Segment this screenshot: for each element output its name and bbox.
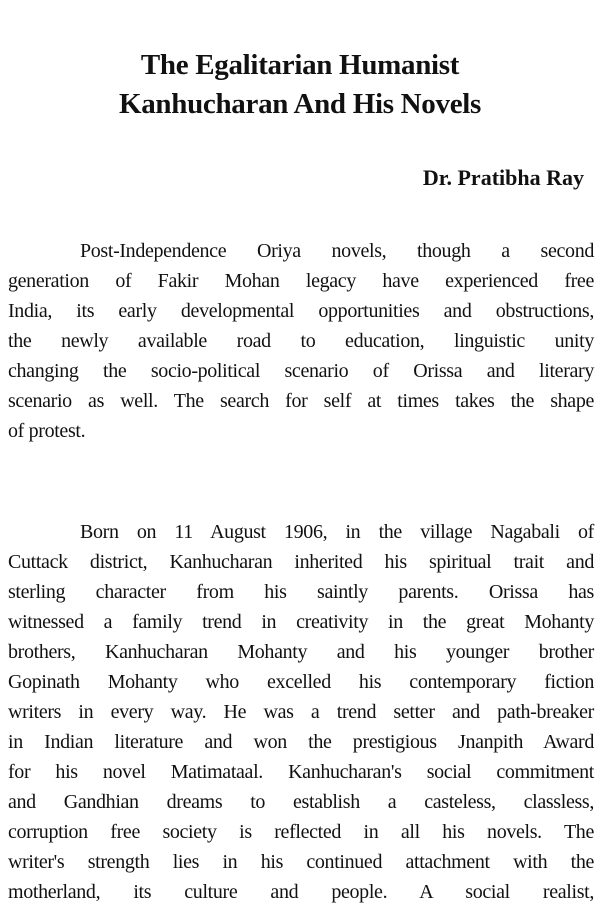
article-title [0, 46, 600, 124]
text-line: Gopinath Mohanty who excelled his contemporary fiction [8, 671, 594, 693]
text-line: India, its early developmental opportunities and obstructions, [8, 300, 594, 322]
title-line-1: The Egalitarian Humanist [140, 49, 460, 81]
text-line: generation of Fakir Mohan legacy have experienced free [8, 270, 594, 292]
text-line: Post-Independence Oriya novels, though a second [80, 240, 594, 262]
paragraph-2 [8, 517, 594, 907]
text-line: writer's strength lies in his continued attachment with the [8, 851, 594, 873]
text-line: in Indian literature and won the prestigious Jnanpith Award [8, 731, 594, 753]
text-line: scenario as well. The search for self at times takes the shape [8, 390, 594, 412]
text-line: for his novel Matimataal. Kanhucharan's social commitment [8, 761, 594, 783]
text-line: of protest. [8, 420, 86, 442]
text-line: corruption free society is reflected in all his novels. The [8, 821, 594, 843]
text-line: Cuttack district, Kanhucharan inherited his spiritual trait and [8, 551, 594, 573]
text-line: changing the socio-political scenario of Orissa and literary [8, 360, 594, 382]
text-line: Born on 11 August 1906, in the village Nagabali of [80, 521, 594, 543]
text-line: brothers, Kanhucharan Mohanty and his younger brother [8, 641, 594, 663]
text-line: and Gandhian dreams to establish a casteless, classless, [8, 791, 594, 813]
text-line: writers in every way. He was a trend setter and path-breaker [8, 701, 594, 723]
text-line: sterling character from his saintly parents. Orissa has [8, 581, 594, 603]
text-line: the newly available road to education, linguistic unity [8, 330, 594, 352]
text-line: witnessed a family trend in creativity in the great Mohanty [8, 611, 594, 633]
author-name: Dr. Pratibha Ray [422, 165, 584, 190]
title-line-2: Kanhucharan And His Novels [118, 88, 482, 120]
paragraph-1 [8, 236, 594, 446]
text-line: motherland, its culture and people. A social realist, [8, 881, 594, 903]
